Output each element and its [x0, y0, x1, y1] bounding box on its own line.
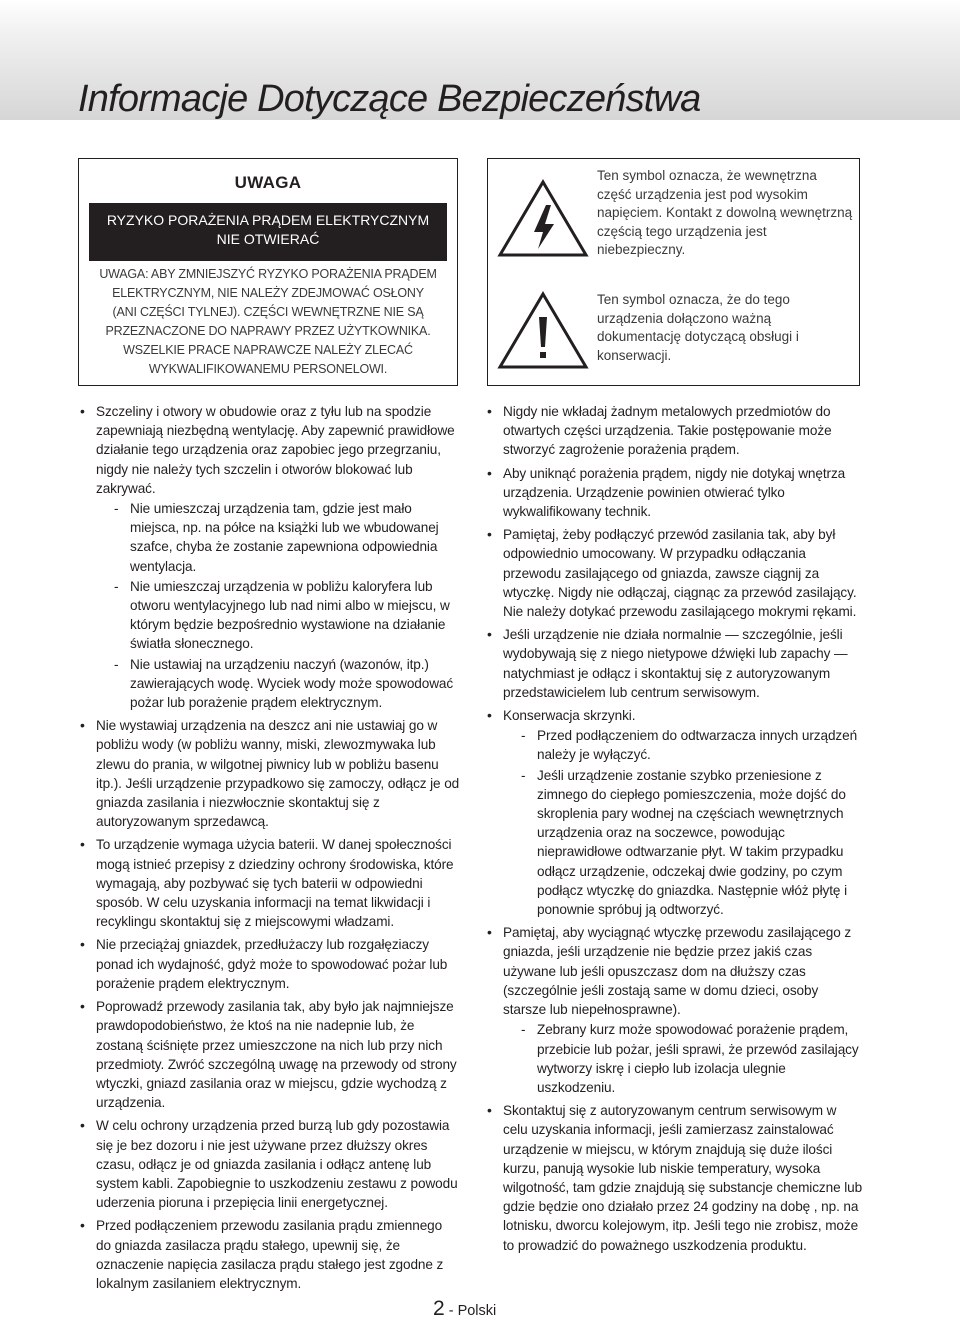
right-column — [485, 402, 863, 1259]
warning-band-line2: NIE OTWIERAĆ — [216, 231, 320, 247]
bullet-text: • Pamiętaj, żeby podłączyć przewód zasilania tak, aby był odpowiednio umocowany. W przypadku odłączania przewodu zasilającego od gniazda, zawsze ciągnij za wtyczkę. Nigdy nie odłączaj, ciągnąc za przewód zasilający. Nie należy dotykać przewodu zasilającego mokrymi rękami. — [503, 527, 857, 620]
bullet-text: • Pamiętaj, aby wyciągnąć wtyczkę przewodu zasilającego z gniazda, jeśli urządzenie nie będzie przez jakiś czas używane lub jeśli opuszczasz dom na dłuższy czas (szczególnie jeśli zostają same w domu dzieci, osoby starsze lub niepełnosprawne). — [503, 925, 852, 1018]
left-column — [78, 402, 460, 1297]
sub-item: - Jeśli urządzenie zostanie szybko przeniesione z zimnego do ciepłego pomieszczenia, może dojść do skroplenia pary wodnej na częściach wewnętrznych urządzenia oraz na soczewce, powodując nieprawidłowe odtwarzanie płyt. W takim przypadku odłącz urządzenie, odczekaj dwie godziny, po czym podłącz wtyczkę do gniazdka. Następnie włóż płytę i ponownie spróbuj ją odtworzyć. — [503, 766, 863, 920]
bullet-item — [485, 625, 863, 702]
left-bullet-list — [78, 402, 460, 1293]
warning-band-line1: RYZYKO PORAŻENIA PRĄDEM ELEKTRYCZNYM — [106, 212, 430, 228]
page-language: - Polski — [448, 1303, 497, 1319]
sub-item: - Zebrany kurz może spowodować porażenie prądem, przebicie lub pożar, jeśli sprawi, że przewód zasilający wytworzy iskrę i ciepło lub izolacja ulegnie uszkodzeniu. — [503, 1020, 863, 1097]
warning-text — [93, 265, 443, 379]
bullet-item — [78, 1116, 460, 1212]
bullet-item — [78, 935, 460, 993]
bullet-text: • Nie przeciążaj gniazdek, przedłużaczy lub rozgałęziaczy ponad ich wydajność, gdyż może to spowodować pożar lub porażenie prądem elektrycznym. — [96, 937, 448, 991]
page-title: Informacje Dotyczące Bezpieczeństwa — [78, 78, 701, 120]
bullet-item — [485, 464, 863, 522]
warning-box — [78, 158, 458, 386]
bullet-item — [485, 1101, 863, 1255]
bullet-item — [485, 923, 863, 1097]
bullet-item — [78, 997, 460, 1112]
bullet-text: • Jeśli urządzenie nie działa normalnie — szczególnie, jeśli wydobywają się z niego nietypowe dźwięki lub zapachy — natychmiast je odłącz i skontaktuj się z autoryzowanym przedstawicielem lub centrum serwisowym. — [503, 627, 848, 700]
sub-item: - Nie umieszczaj urządzenia tam, gdzie jest mało miejsca, np. na półce na książki lub we wbudowanej szafce, chyba że zostanie zapewniona odpowiednia wentylacja. — [96, 499, 460, 576]
sub-item: - Nie umieszczaj urządzenia w pobliżu kaloryfera lub otworu wentylacyjnego lub nad nimi albo w miejscu, w którym będzie bezpośrednio wystawione na działanie światła słonecznego. — [96, 577, 460, 654]
right-bullet-list — [485, 402, 863, 1255]
bullet-text: • W celu ochrony urządzenia przed burzą lub gdy pozostawia się je bez dozoru i nie jest używane przez dłuższy okres czasu, odłącz je od gniazda zasilania i odłącz antenę lub system kabli. Zapobiegnie to uszkodzeniu zestawu z powodu uderzenia pioruna i przepięcia linii energetycznej. — [96, 1118, 458, 1211]
symbols-box — [487, 158, 860, 386]
bullet-text: • Aby uniknąć porażenia prądem, nigdy nie dotykaj wnętrza urządzenia. Urządzenie powinien otwierać tylko wykwalifikowany technik. — [503, 465, 846, 520]
voltage-symbol-text: Ten symbol oznacza, że wewnętrzna część urządzenia jest pod wysokim napięciem. Kontakt z dowolną wewnętrzną częścią tego urządzenia jest niebezpieczny. — [597, 168, 853, 257]
bullet-item — [78, 402, 460, 712]
bullet-text: • To urządzenie wymaga użycia baterii. W danej społeczności mogą istnieć przepisy z dziedziny ochrony środowiska, które wymagają, aby pozbywać się tych baterii w odpowiedni sposób. W celu uzyskania informacji na temat likwidacji i recyklingu skontaktuj się z miejscowymi władzami. — [96, 837, 454, 930]
caution-symbol-text: Ten symbol oznacza, że do tego urządzenia dołączono ważną dokumentację dotyczącą obsługi i konserwacji. — [597, 292, 799, 363]
bullet-text: • Poprowadź przewody zasilania tak, aby było jak najmniejsze prawdopodobieństwo, że ktoś na nie nadepnie lub, że zostaną ściśnięte przez umieszczone na nich lub przy nich przedmioty. Zwróć szczególną uwagę na przewody od strony wtyczki, gniazd zasilania oraz w miejscu, gdzie wychodzą z urządzenia. — [96, 999, 457, 1111]
page-number — [433, 1297, 496, 1321]
warning-line: WYKWALIFIKOWANEMU PERSONELOWI. — [148, 362, 388, 376]
bullet-item — [485, 706, 863, 919]
warning-line: (ANI CZĘŚCI TYLNEJ). CZĘŚCI WEWNĘTRZNE NIE SĄ — [112, 305, 424, 319]
bullet-text: • Szczeliny i otwory w obudowie oraz z tyłu lub na spodzie zapewniają niezbędną wentylację. Aby zapewnić prawidłowe działanie tego urządzenia oraz zapobiec jego przegrzaniu, nigdy nie należy tych szczelin i otworów blokować lub zakrywać. — [96, 404, 455, 496]
sub-item: - Przed podłączeniem do odtwarzacza innych urządzeń należy je wyłączyć. — [503, 726, 863, 764]
lightning-triangle-icon — [496, 177, 590, 259]
page-number-value: 2 — [433, 1297, 445, 1320]
warning-band — [89, 203, 447, 261]
bullet-item — [78, 1216, 460, 1293]
bullet-text: • Skontaktuj się z autoryzowanym centrum serwisowym w celu uzyskania informacji, jeśli zamierzasz zainstalować urządzenie w miejscu, w którym znajdują się duże ilości kurzu, panują wysokie lub niskie temperatury, wysoka wilgotność, tam gdzie znajdują się substancje chemiczne lub gdzie będzie ono działało przez 24 godziny na dobę , np. na lotnisku, dworcu kolejowym, itp. Jeśli tego nie zrobisz, może to prowadzić do poważnego uszkodzenia produktu. — [503, 1103, 863, 1253]
warning-line: ELEKTRYCZNYM, NIE NALEŻY ZDEJMOWAĆ OSŁONY — [112, 286, 424, 300]
bullet-item — [485, 402, 863, 460]
sub-item: - Nie ustawiaj na urządzeniu naczyń (wazonów, itp.) zawierających wodę. Wyciek wody może spowodować pożar lub porażenie prądem elektrycznym. — [96, 655, 460, 713]
bullet-item — [78, 835, 460, 931]
bullet-item — [485, 525, 863, 621]
bullet-item — [78, 716, 460, 831]
bullet-text: • Konserwacja skrzynki. — [503, 708, 636, 724]
exclamation-triangle-icon — [496, 289, 590, 371]
bullet-text: • Przed podłączeniem przewodu zasilania prądu zmiennego do gniazda zasilacza prądu stałego, upewnij się, że oznaczenie napięcia zasilacza prądu stałego jest zgodne z lokalnym zasilaniem elektrycznym. — [96, 1218, 444, 1291]
bullet-text: • Nigdy nie wkładaj żadnym metalowych przedmiotów do otwartych części urządzenia. Takie postępowanie może stworzyć zagrożenie porażenia prądem. — [503, 404, 832, 458]
warning-title: UWAGA — [234, 173, 302, 192]
warning-line: WSZELKIE PRACE NAPRAWCZE NALEŻY ZLECAĆ — [123, 343, 413, 357]
warning-line: PRZEZNACZONE DO NAPRAWY PRZEZ UŻYTKOWNIKA. — [105, 324, 431, 338]
warning-line: UWAGA: ABY ZMNIEJSZYĆ RYZYKO PORAŻENIA PRĄDEM — [99, 267, 437, 281]
bullet-text: • Nie wystawiaj urządzenia na deszcz ani nie ustawiaj go w pobliżu wody (w pobliżu wanny, miski, zlewozmywaka lub zlewu do prania, w wilgotnej piwnicy lub w pobliżu basenu itp.). Jeśli urządzenie przypadkowo się zamoczy, odłącz je od gniazda zasilania i niezwłocznie skontaktuj się z autoryzowanym sprzedawcą. — [96, 718, 460, 830]
